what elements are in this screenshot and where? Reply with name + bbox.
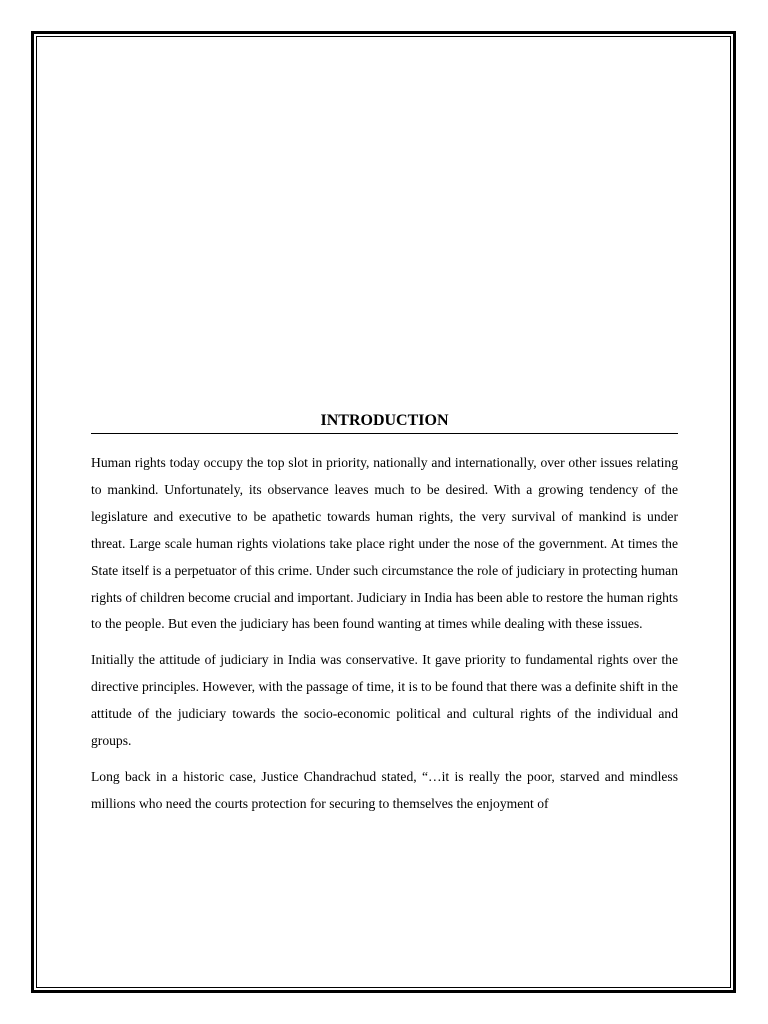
paragraph-1: Human rights today occupy the top slot in priority, nationally and internationally, over other issues relating to mankind. Unfortunately, its observance leaves much to be desired. With a growing tendency of the legislature and executive to be apathetic towards human rights, the very survival of mankind is under threat. Large scale human rights violations take place right under the nose of the government. At times the State itself is a perpetuator of this crime. Under such circumstance the role of judiciary in protecting human rights of children become crucial and important. Judiciary in India has been able to restore the human rights to the people. But even the judiciary has been found wanting at times while dealing with these issues.	[91, 455, 678, 632]
section-heading: INTRODUCTION	[91, 410, 678, 434]
document-body	[91, 410, 678, 827]
paragraph-3: Long back in a historic case, Justice Chandrachud stated, “…it is really the poor, starved and mindless millions who need the courts protection for securing to themselves the enjoyment of	[91, 768, 678, 811]
paragraph-2: Initially the attitude of judiciary in India was conservative. It gave priority to fundamental rights over the directive principles. However, with the passage of time, it is to be found that there was a definite shift in the attitude of the judiciary towards the socio-economic political and cultural rights of the individual and groups.	[91, 652, 678, 749]
